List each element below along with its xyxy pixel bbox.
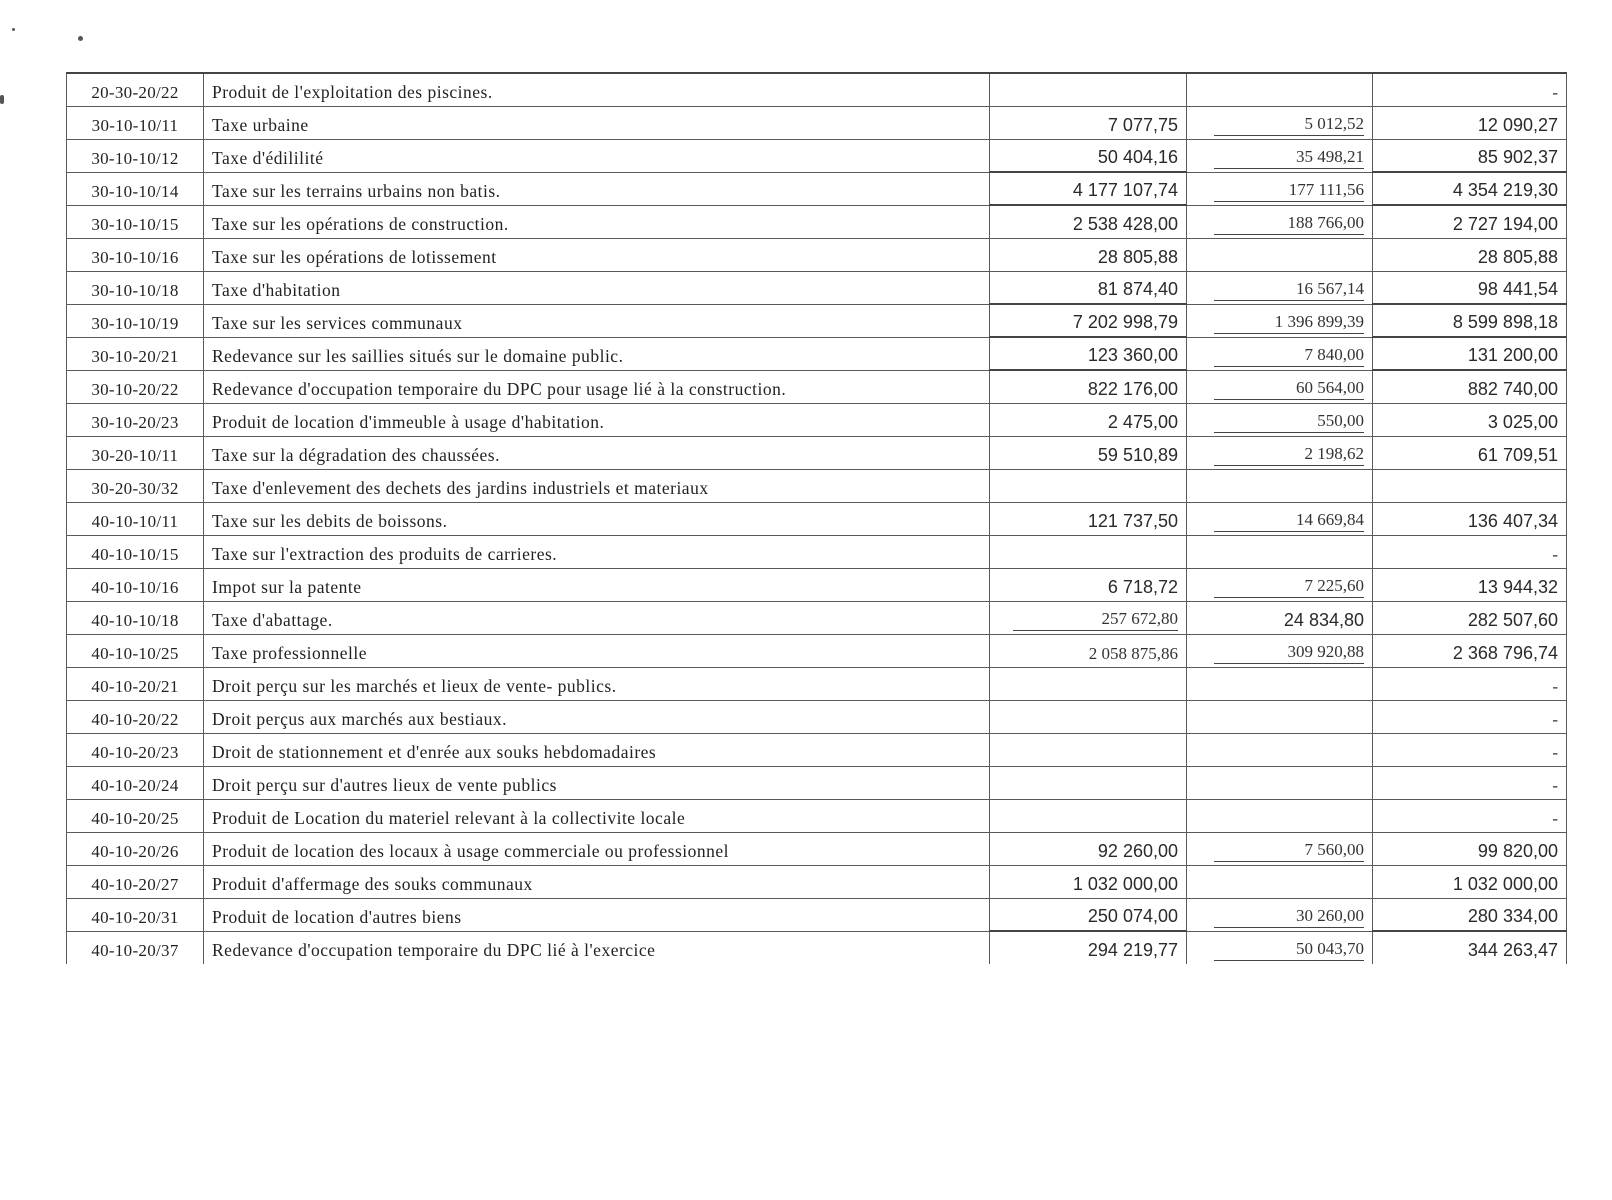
- amount-cell-2: [1187, 370, 1373, 403]
- amount-value-1: 1 032 000,00: [1072, 873, 1178, 894]
- amount-cell-3: [1373, 568, 1567, 601]
- account-code: 40-10-20/23: [67, 733, 204, 766]
- table-row: [67, 172, 1567, 205]
- account-code: 40-10-20/21: [67, 667, 204, 700]
- account-label: Droit perçu sur les marchés et lieux de vente- publics.: [204, 667, 990, 700]
- amount-value-3: 13 944,32: [1477, 576, 1558, 597]
- amount-cell-3: [1373, 535, 1567, 568]
- amount-cell-2: [1187, 667, 1373, 700]
- amount-value-2: 7 840,00: [1214, 345, 1364, 367]
- amount-cell-2: [1187, 436, 1373, 469]
- amount-cell-1: [990, 139, 1187, 172]
- amount-value-2: 7 225,60: [1214, 576, 1364, 598]
- amount-cell-3: [1373, 832, 1567, 865]
- amount-cell-1: [990, 535, 1187, 568]
- amount-cell-3: [1373, 205, 1567, 238]
- amount-cell-1: [990, 304, 1187, 337]
- amount-cell-2: [1187, 799, 1373, 832]
- account-code: 20-30-20/22: [67, 73, 204, 106]
- amount-cell-2: [1187, 502, 1373, 535]
- amount-cell-2: [1187, 601, 1373, 634]
- amount-cell-3: [1373, 106, 1567, 139]
- amount-value-3: 131 200,00: [1467, 345, 1558, 365]
- account-code: 40-10-10/25: [67, 634, 204, 667]
- amount-cell-1: [990, 634, 1187, 667]
- amount-cell-2: [1187, 634, 1373, 667]
- account-label: Droit de stationnement et d'enrée aux souks hebdomadaires: [204, 733, 990, 766]
- account-label: Taxe d'édililité: [204, 139, 990, 172]
- amount-value-3: 2 727 194,00: [1452, 213, 1558, 234]
- amount-cell-1: [990, 832, 1187, 865]
- amount-cell-3: [1373, 865, 1567, 898]
- amount-cell-2: [1187, 205, 1373, 238]
- amount-cell-1: [990, 271, 1187, 304]
- account-label: Droit perçu sur d'autres lieux de vente publics: [204, 766, 990, 799]
- account-code: 30-10-10/16: [67, 238, 204, 271]
- amount-cell-2: [1187, 832, 1373, 865]
- table-row: [67, 238, 1567, 271]
- table-row: [67, 601, 1567, 634]
- account-code: 30-10-10/18: [67, 271, 204, 304]
- account-label: Produit de location des locaux à usage commerciale ou professionnel: [204, 832, 990, 865]
- account-label: Taxe urbaine: [204, 106, 990, 139]
- table-row: [67, 469, 1567, 502]
- amount-cell-1: [990, 205, 1187, 238]
- amount-value-1: 6 718,72: [1107, 576, 1178, 597]
- amount-value-3: 280 334,00: [1467, 906, 1558, 926]
- amount-value-1: 123 360,00: [1087, 345, 1178, 365]
- account-code: 40-10-20/37: [67, 931, 204, 964]
- amount-value-2: 550,00: [1214, 411, 1364, 433]
- account-label: Produit de Location du materiel relevant à la collectivite locale: [204, 799, 990, 832]
- amount-cell-1: [990, 733, 1187, 766]
- amount-value-2: 30 260,00: [1214, 906, 1364, 928]
- amount-cell-3: [1373, 931, 1567, 964]
- amount-cell-1: [990, 931, 1187, 964]
- empty-dash: -: [1552, 676, 1558, 696]
- table-row: [67, 700, 1567, 733]
- amount-cell-3: [1373, 502, 1567, 535]
- amount-cell-3: [1373, 172, 1567, 205]
- amount-value-1: 59 510,89: [1097, 444, 1178, 465]
- amount-value-1: 294 219,77: [1087, 940, 1178, 960]
- account-code: 40-10-10/18: [67, 601, 204, 634]
- amount-value-2: 60 564,00: [1214, 378, 1364, 400]
- amount-cell-2: [1187, 304, 1373, 337]
- amount-cell-2: [1187, 700, 1373, 733]
- amount-value-1: 50 404,16: [1097, 147, 1178, 167]
- amount-cell-2: [1187, 403, 1373, 436]
- amount-cell-3: [1373, 733, 1567, 766]
- account-code: 30-10-10/12: [67, 139, 204, 172]
- amount-value-1: 4 177 107,74: [1072, 180, 1178, 200]
- amount-cell-3: [1373, 139, 1567, 172]
- account-label: Taxe sur l'extraction des produits de carrieres.: [204, 535, 990, 568]
- scan-speck: [12, 28, 15, 31]
- amount-value-2: 14 669,84: [1214, 510, 1364, 532]
- amount-value-3: 136 407,34: [1467, 510, 1558, 531]
- amount-value-3: 2 368 796,74: [1452, 642, 1558, 663]
- amount-cell-3: [1373, 304, 1567, 337]
- amount-cell-3: [1373, 799, 1567, 832]
- table-row: [67, 106, 1567, 139]
- table-row: [67, 667, 1567, 700]
- empty-dash: -: [1552, 775, 1558, 795]
- account-code: 40-10-10/16: [67, 568, 204, 601]
- amount-value-1: 121 737,50: [1087, 510, 1178, 531]
- table-row: [67, 535, 1567, 568]
- amount-value-1: 7 077,75: [1107, 114, 1178, 135]
- amount-cell-3: [1373, 403, 1567, 436]
- table-row: [67, 733, 1567, 766]
- amount-value-3: 4 354 219,30: [1452, 180, 1558, 200]
- amount-value-2: 188 766,00: [1214, 213, 1364, 235]
- table-row: [67, 502, 1567, 535]
- amount-cell-1: [990, 700, 1187, 733]
- amount-cell-1: [990, 469, 1187, 502]
- account-code: 40-10-20/25: [67, 799, 204, 832]
- amount-cell-1: [990, 106, 1187, 139]
- amount-cell-3: [1373, 436, 1567, 469]
- amount-value-3: 344 263,47: [1467, 940, 1558, 960]
- amount-value-2: 35 498,21: [1214, 147, 1364, 169]
- amount-cell-3: [1373, 337, 1567, 370]
- amount-cell-2: [1187, 766, 1373, 799]
- amount-cell-1: [990, 601, 1187, 634]
- amount-value-2: 7 560,00: [1214, 840, 1364, 862]
- amount-cell-1: [990, 865, 1187, 898]
- table-row: [67, 337, 1567, 370]
- amount-cell-2: [1187, 172, 1373, 205]
- table-row: [67, 832, 1567, 865]
- amount-value-1: 2 475,00: [1107, 411, 1178, 432]
- table-row: [67, 73, 1567, 106]
- amount-cell-2: [1187, 238, 1373, 271]
- amount-cell-2: [1187, 106, 1373, 139]
- amount-cell-2: [1187, 139, 1373, 172]
- amount-cell-1: [990, 799, 1187, 832]
- account-code: 30-10-20/23: [67, 403, 204, 436]
- amount-cell-2: [1187, 337, 1373, 370]
- account-code: 40-10-20/26: [67, 832, 204, 865]
- amount-cell-2: [1187, 73, 1373, 106]
- account-code: 30-10-10/11: [67, 106, 204, 139]
- revenue-table: [66, 72, 1567, 964]
- amount-value-2: 5 012,52: [1214, 114, 1364, 136]
- account-code: 30-10-20/21: [67, 337, 204, 370]
- amount-value-1: 7 202 998,79: [1072, 312, 1178, 332]
- empty-dash: -: [1552, 742, 1558, 762]
- amount-value-3: 99 820,00: [1477, 840, 1558, 861]
- table-row: [67, 271, 1567, 304]
- table-row: [67, 931, 1567, 964]
- amount-cell-2: [1187, 535, 1373, 568]
- table-row: [67, 799, 1567, 832]
- account-label: Redevance sur les saillies situés sur le domaine public.: [204, 337, 990, 370]
- amount-cell-1: [990, 73, 1187, 106]
- table-body: [67, 73, 1567, 964]
- amount-value-1: 257 672,80: [1013, 609, 1178, 631]
- account-label: Redevance d'occupation temporaire du DPC pour usage lié à la construction.: [204, 370, 990, 403]
- table-row: [67, 403, 1567, 436]
- amount-value-1: 2 538 428,00: [1072, 213, 1178, 234]
- amount-cell-1: [990, 766, 1187, 799]
- table-row: [67, 304, 1567, 337]
- table-row: [67, 898, 1567, 931]
- amount-value-2: 50 043,70: [1214, 939, 1364, 961]
- account-code: 30-10-10/14: [67, 172, 204, 205]
- table-row: [67, 634, 1567, 667]
- account-label: Taxe sur les opérations de construction.: [204, 205, 990, 238]
- amount-cell-3: [1373, 370, 1567, 403]
- amount-value-3: 3 025,00: [1487, 411, 1558, 432]
- account-label: Produit de location d'immeuble à usage d'habitation.: [204, 403, 990, 436]
- amount-value-1: 2 058 875,86: [1088, 643, 1178, 663]
- account-label: Taxe d'enlevement des dechets des jardins industriels et materiaux: [204, 469, 990, 502]
- amount-value-1: 28 805,88: [1097, 246, 1178, 267]
- amount-value-3: 282 507,60: [1467, 609, 1558, 630]
- amount-value-3: 882 740,00: [1467, 378, 1558, 399]
- empty-dash: -: [1552, 82, 1558, 102]
- account-code: 30-20-10/11: [67, 436, 204, 469]
- amount-value-2: 24 834,80: [1283, 609, 1364, 630]
- scan-speck: [78, 36, 83, 41]
- account-label: Taxe professionnelle: [204, 634, 990, 667]
- amount-cell-1: [990, 502, 1187, 535]
- account-label: Taxe sur les debits de boissons.: [204, 502, 990, 535]
- table-row: [67, 139, 1567, 172]
- account-code: 30-20-30/32: [67, 469, 204, 502]
- amount-value-3: 1 032 000,00: [1452, 873, 1558, 894]
- amount-cell-1: [990, 403, 1187, 436]
- amount-cell-2: [1187, 469, 1373, 502]
- table-row: [67, 205, 1567, 238]
- account-code: 40-10-20/27: [67, 865, 204, 898]
- amount-cell-1: [990, 436, 1187, 469]
- amount-cell-3: [1373, 271, 1567, 304]
- amount-cell-2: [1187, 865, 1373, 898]
- amount-cell-2: [1187, 898, 1373, 931]
- amount-cell-3: [1373, 601, 1567, 634]
- amount-value-3: 85 902,37: [1477, 147, 1558, 167]
- table-row: [67, 436, 1567, 469]
- account-code: 40-10-10/11: [67, 502, 204, 535]
- table-row: [67, 865, 1567, 898]
- account-label: Taxe sur les terrains urbains non batis.: [204, 172, 990, 205]
- amount-cell-2: [1187, 931, 1373, 964]
- amount-value-2: 16 567,14: [1214, 279, 1364, 301]
- amount-value-1: 92 260,00: [1097, 840, 1178, 861]
- amount-value-1: 81 874,40: [1097, 279, 1178, 299]
- amount-cell-1: [990, 898, 1187, 931]
- amount-cell-1: [990, 568, 1187, 601]
- account-label: Taxe sur les services communaux: [204, 304, 990, 337]
- amount-cell-2: [1187, 733, 1373, 766]
- account-code: 40-10-20/22: [67, 700, 204, 733]
- amount-value-2: 309 920,88: [1214, 642, 1364, 664]
- account-label: Taxe sur la dégradation des chaussées.: [204, 436, 990, 469]
- amount-cell-3: [1373, 73, 1567, 106]
- ledger-sheet: [66, 72, 1566, 964]
- scan-speck: [0, 95, 4, 104]
- amount-value-3: 8 599 898,18: [1452, 312, 1558, 332]
- amount-cell-3: [1373, 469, 1567, 502]
- account-label: Taxe d'abattage.: [204, 601, 990, 634]
- amount-value-2: 2 198,62: [1214, 444, 1364, 466]
- empty-dash: -: [1552, 709, 1558, 729]
- amount-cell-3: [1373, 634, 1567, 667]
- amount-cell-3: [1373, 700, 1567, 733]
- amount-cell-1: [990, 370, 1187, 403]
- amount-value-3: 12 090,27: [1477, 114, 1558, 135]
- table-row: [67, 370, 1567, 403]
- account-label: Redevance d'occupation temporaire du DPC lié à l'exercice: [204, 931, 990, 964]
- empty-dash: -: [1552, 544, 1558, 564]
- account-code: 30-10-10/15: [67, 205, 204, 238]
- amount-cell-3: [1373, 898, 1567, 931]
- account-code: 40-10-20/31: [67, 898, 204, 931]
- amount-value-3: 28 805,88: [1477, 246, 1558, 267]
- amount-cell-2: [1187, 271, 1373, 304]
- empty-dash: -: [1552, 808, 1558, 828]
- account-label: Produit d'affermage des souks communaux: [204, 865, 990, 898]
- amount-value-3: 98 441,54: [1477, 279, 1558, 299]
- account-label: Taxe d'habitation: [204, 271, 990, 304]
- account-code: 40-10-20/24: [67, 766, 204, 799]
- account-label: Produit de location d'autres biens: [204, 898, 990, 931]
- amount-value-1: 250 074,00: [1087, 906, 1178, 926]
- amount-cell-2: [1187, 568, 1373, 601]
- amount-cell-3: [1373, 238, 1567, 271]
- amount-cell-3: [1373, 667, 1567, 700]
- account-label: Impot sur la patente: [204, 568, 990, 601]
- account-label: Droit perçus aux marchés aux bestiaux.: [204, 700, 990, 733]
- account-label: Taxe sur les opérations de lotissement: [204, 238, 990, 271]
- account-code: 40-10-10/15: [67, 535, 204, 568]
- table-row: [67, 766, 1567, 799]
- amount-value-3: 61 709,51: [1477, 444, 1558, 465]
- amount-value-1: 822 176,00: [1087, 378, 1178, 399]
- account-code: 30-10-20/22: [67, 370, 204, 403]
- amount-cell-1: [990, 337, 1187, 370]
- amount-value-2: 1 396 899,39: [1214, 312, 1364, 334]
- account-code: 30-10-10/19: [67, 304, 204, 337]
- amount-cell-1: [990, 667, 1187, 700]
- amount-cell-3: [1373, 766, 1567, 799]
- amount-value-2: 177 111,56: [1214, 180, 1364, 202]
- amount-cell-1: [990, 238, 1187, 271]
- amount-cell-1: [990, 172, 1187, 205]
- account-label: Produit de l'exploitation des piscines.: [204, 73, 990, 106]
- table-row: [67, 568, 1567, 601]
